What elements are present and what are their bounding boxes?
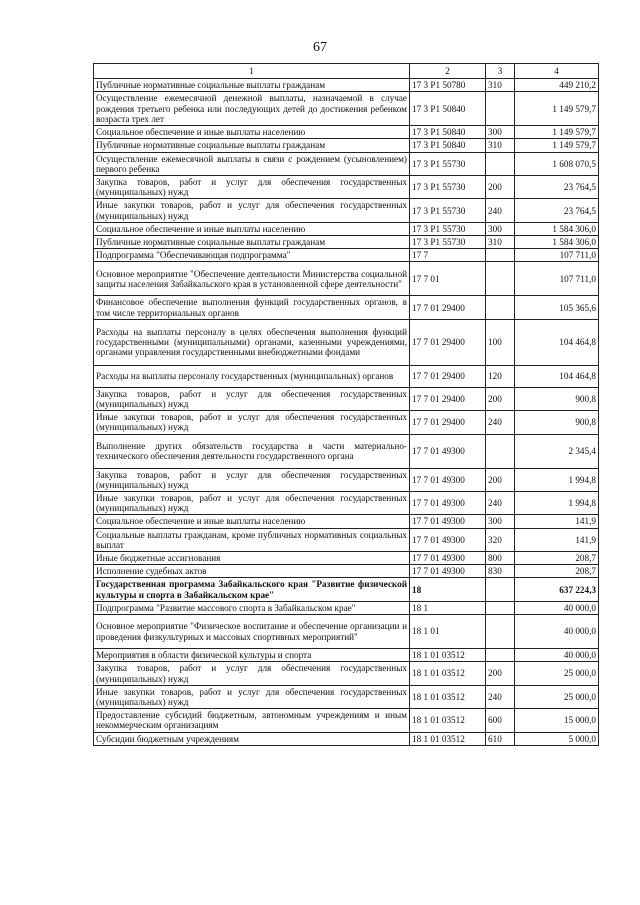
- row-amount-cell: 449 210,2: [515, 79, 599, 92]
- row-kind-cell: [486, 578, 515, 601]
- budget-table-body: [94, 64, 599, 746]
- row-amount-cell: 1 994,8: [515, 492, 599, 515]
- row-name-cell: Исполнение судебных актов: [94, 565, 410, 578]
- row-name-cell: Публичные нормативные социальные выплаты гражданам: [94, 79, 410, 92]
- row-name-cell: Расходы на выплаты персоналу государственных (муниципальных) органов: [94, 365, 410, 387]
- table-row: [94, 565, 599, 578]
- row-name-cell: Субсидии бюджетным учреждениям: [94, 732, 410, 745]
- table-row: [94, 515, 599, 528]
- table-row: [94, 528, 599, 551]
- row-code-cell: 17 7 01 49300: [410, 515, 486, 528]
- row-name-cell: Осуществление ежемесячной выплаты в связи с рождением (усыновлением) первого ребенка: [94, 152, 410, 175]
- row-amount-cell: 141,9: [515, 515, 599, 528]
- row-kind-cell: [486, 296, 515, 319]
- row-code-cell: 17 3 Р1 55730: [410, 236, 486, 249]
- row-amount-cell: 637 224,3: [515, 578, 599, 601]
- row-kind-cell: 320: [486, 528, 515, 551]
- table-row: [94, 685, 599, 708]
- row-amount-cell: 1 149 579,7: [515, 92, 599, 126]
- row-code-cell: 17 7 01 49300: [410, 434, 486, 468]
- table-row: [94, 319, 599, 365]
- row-code-cell: 18 1: [410, 601, 486, 614]
- row-code-cell: 17 3 Р1 50840: [410, 92, 486, 126]
- row-name-cell: Государственная программа Забайкальского края "Развитие физической культуры и спорта в Забайкальском крае": [94, 578, 410, 601]
- row-amount-cell: 25 000,0: [515, 685, 599, 708]
- table-row: [94, 222, 599, 235]
- table-row: [94, 152, 599, 175]
- row-name-cell: Публичные нормативные социальные выплаты гражданам: [94, 236, 410, 249]
- table-row: [94, 262, 599, 296]
- row-name-cell: Закупка товаров, работ и услуг для обеспечения государственных (муниципальных) нужд: [94, 468, 410, 491]
- table-row: [94, 468, 599, 491]
- row-amount-cell: 1 608 070,5: [515, 152, 599, 175]
- row-kind-cell: 200: [486, 468, 515, 491]
- row-amount-cell: 5 000,0: [515, 732, 599, 745]
- row-kind-cell: 240: [486, 492, 515, 515]
- column-header-name: 1: [94, 64, 410, 79]
- row-name-cell: Предоставление субсидий бюджетным, автономным учреждениям и иным некоммерческим организациям: [94, 709, 410, 732]
- row-code-cell: 18 1 01: [410, 615, 486, 649]
- row-name-cell: Осуществление ежемесячной денежной выплаты, назначаемой в случае рождения третьего ребенка или последующих детей до достижения ребенком возраста трех лет: [94, 92, 410, 126]
- row-kind-cell: [486, 152, 515, 175]
- row-amount-cell: 1 149 579,7: [515, 126, 599, 139]
- row-code-cell: 17 7 01 29400: [410, 319, 486, 365]
- row-name-cell: Основное мероприятие "Физическое воспитание и обеспечение организации и проведения физкультурных и массовых спортивных мероприятий": [94, 615, 410, 649]
- row-kind-cell: [486, 262, 515, 296]
- row-code-cell: 17 7 01 29400: [410, 365, 486, 387]
- row-name-cell: Финансовое обеспечение выполнения функций государственных органов, в том числе территориальных органов: [94, 296, 410, 319]
- row-code-cell: 18 1 01 03512: [410, 662, 486, 685]
- row-amount-cell: 25 000,0: [515, 662, 599, 685]
- row-amount-cell: 107 711,0: [515, 249, 599, 262]
- table-row: [94, 296, 599, 319]
- row-kind-cell: 240: [486, 685, 515, 708]
- row-code-cell: 17 3 Р1 55730: [410, 176, 486, 199]
- row-kind-cell: [486, 601, 515, 614]
- table-row: [94, 176, 599, 199]
- row-code-cell: 18 1 01 03512: [410, 732, 486, 745]
- row-kind-cell: 600: [486, 709, 515, 732]
- row-kind-cell: 200: [486, 387, 515, 410]
- row-code-cell: 17 7 01 49300: [410, 565, 486, 578]
- row-code-cell: 17 3 Р1 55730: [410, 199, 486, 222]
- row-kind-cell: 300: [486, 515, 515, 528]
- row-kind-cell: 240: [486, 199, 515, 222]
- table-row: [94, 434, 599, 468]
- row-name-cell: Публичные нормативные социальные выплаты гражданам: [94, 139, 410, 152]
- table-row: [94, 365, 599, 387]
- row-name-cell: Иные закупки товаров, работ и услуг для обеспечения государственных (муниципальных) нужд: [94, 685, 410, 708]
- row-amount-cell: 1 584 306,0: [515, 222, 599, 235]
- row-kind-cell: 100: [486, 319, 515, 365]
- row-amount-cell: 208,7: [515, 565, 599, 578]
- row-kind-cell: 200: [486, 176, 515, 199]
- row-amount-cell: 1 994,8: [515, 468, 599, 491]
- row-amount-cell: 141,9: [515, 528, 599, 551]
- row-name-cell: Иные закупки товаров, работ и услуг для обеспечения государственных (муниципальных) нужд: [94, 492, 410, 515]
- column-header-kind: 3: [486, 64, 515, 79]
- row-name-cell: Выполнение других обязательств государства в части материально-технического обеспечения деятельности государственного органа: [94, 434, 410, 468]
- row-name-cell: Подпрограмма "Развитие массового спорта в Забайкальском крае": [94, 601, 410, 614]
- table-header-row: [94, 64, 599, 79]
- row-kind-cell: [486, 434, 515, 468]
- row-name-cell: Закупка товаров, работ и услуг для обеспечения государственных (муниципальных) нужд: [94, 662, 410, 685]
- row-kind-cell: 200: [486, 662, 515, 685]
- table-row: [94, 387, 599, 410]
- row-amount-cell: 900,8: [515, 411, 599, 434]
- row-kind-cell: 240: [486, 411, 515, 434]
- table-row: [94, 139, 599, 152]
- table-row: [94, 126, 599, 139]
- row-code-cell: 17 7 01 49300: [410, 528, 486, 551]
- row-kind-cell: 830: [486, 565, 515, 578]
- row-amount-cell: 900,8: [515, 387, 599, 410]
- row-amount-cell: 23 764,5: [515, 176, 599, 199]
- row-name-cell: Иные закупки товаров, работ и услуг для обеспечения государственных (муниципальных) нужд: [94, 411, 410, 434]
- table-row: [94, 662, 599, 685]
- row-name-cell: Социальное обеспечение и иные выплаты населению: [94, 126, 410, 139]
- row-kind-cell: 800: [486, 552, 515, 565]
- table-row: [94, 199, 599, 222]
- table-row: [94, 79, 599, 92]
- table-row: [94, 578, 599, 601]
- row-code-cell: 17 7: [410, 249, 486, 262]
- row-code-cell: 18 1 01 03512: [410, 649, 486, 662]
- row-amount-cell: 2 345,4: [515, 434, 599, 468]
- table-row: [94, 709, 599, 732]
- column-header-code: 2: [410, 64, 486, 79]
- row-kind-cell: [486, 92, 515, 126]
- row-amount-cell: 107 711,0: [515, 262, 599, 296]
- row-amount-cell: 40 000,0: [515, 649, 599, 662]
- row-name-cell: Закупка товаров, работ и услуг для обеспечения государственных (муниципальных) нужд: [94, 176, 410, 199]
- table-row: [94, 249, 599, 262]
- column-header-amount: 4: [515, 64, 599, 79]
- table-row: [94, 552, 599, 565]
- row-amount-cell: 1 584 306,0: [515, 236, 599, 249]
- row-name-cell: Мероприятия в области физической культуры и спорта: [94, 649, 410, 662]
- row-name-cell: Расходы на выплаты персоналу в целях обеспечения выполнения функций государственными (муниципальными) органами, казенными учреждениями, органами управления государственными внебюджетными фондами: [94, 319, 410, 365]
- row-code-cell: 17 3 Р1 50840: [410, 139, 486, 152]
- row-code-cell: 17 3 Р1 50780: [410, 79, 486, 92]
- row-amount-cell: 40 000,0: [515, 601, 599, 614]
- row-amount-cell: 23 764,5: [515, 199, 599, 222]
- row-code-cell: 17 7 01 49300: [410, 468, 486, 491]
- row-amount-cell: 208,7: [515, 552, 599, 565]
- row-amount-cell: 40 000,0: [515, 615, 599, 649]
- page-number: 67: [313, 40, 327, 55]
- row-amount-cell: 105 365,6: [515, 296, 599, 319]
- row-amount-cell: 104 464,8: [515, 365, 599, 387]
- row-code-cell: 18 1 01 03512: [410, 709, 486, 732]
- row-name-cell: Социальное обеспечение и иные выплаты населению: [94, 515, 410, 528]
- row-code-cell: 17 7 01 29400: [410, 296, 486, 319]
- row-kind-cell: [486, 249, 515, 262]
- row-kind-cell: [486, 649, 515, 662]
- row-name-cell: Иные бюджетные ассигнования: [94, 552, 410, 565]
- row-code-cell: 17 7 01 49300: [410, 552, 486, 565]
- row-kind-cell: [486, 615, 515, 649]
- row-name-cell: Социальные выплаты гражданам, кроме публичных нормативных социальных выплат: [94, 528, 410, 551]
- row-code-cell: 17 7 01 29400: [410, 387, 486, 410]
- row-kind-cell: 300: [486, 126, 515, 139]
- table-row: [94, 732, 599, 745]
- row-name-cell: Основное мероприятие "Обеспечение деятельности Министерства социальной защиты населения Забайкальского края в установленной сфере деятельности": [94, 262, 410, 296]
- row-code-cell: 18: [410, 578, 486, 601]
- row-name-cell: Закупка товаров, работ и услуг для обеспечения государственных (муниципальных) нужд: [94, 387, 410, 410]
- row-name-cell: Социальное обеспечение и иные выплаты населению: [94, 222, 410, 235]
- table-row: [94, 92, 599, 126]
- row-kind-cell: 310: [486, 79, 515, 92]
- table-row: [94, 649, 599, 662]
- row-code-cell: 18 1 01 03512: [410, 685, 486, 708]
- row-amount-cell: 104 464,8: [515, 319, 599, 365]
- table-row: [94, 492, 599, 515]
- budget-table: [93, 63, 599, 746]
- row-code-cell: 17 3 Р1 55730: [410, 222, 486, 235]
- row-code-cell: 17 7 01 29400: [410, 411, 486, 434]
- row-kind-cell: 310: [486, 236, 515, 249]
- table-row: [94, 615, 599, 649]
- row-kind-cell: 610: [486, 732, 515, 745]
- table-row: [94, 601, 599, 614]
- row-amount-cell: 15 000,0: [515, 709, 599, 732]
- table-row: [94, 411, 599, 434]
- row-name-cell: Иные закупки товаров, работ и услуг для обеспечения государственных (муниципальных) нужд: [94, 199, 410, 222]
- row-kind-cell: 310: [486, 139, 515, 152]
- row-code-cell: 17 7 01: [410, 262, 486, 296]
- row-code-cell: 17 7 01 49300: [410, 492, 486, 515]
- table-row: [94, 236, 599, 249]
- row-code-cell: 17 3 Р1 50840: [410, 126, 486, 139]
- row-name-cell: Подпрограмма "Обеспечивающая подпрограмма": [94, 249, 410, 262]
- row-kind-cell: 120: [486, 365, 515, 387]
- row-amount-cell: 1 149 579,7: [515, 139, 599, 152]
- row-kind-cell: 300: [486, 222, 515, 235]
- row-code-cell: 17 3 Р1 55730: [410, 152, 486, 175]
